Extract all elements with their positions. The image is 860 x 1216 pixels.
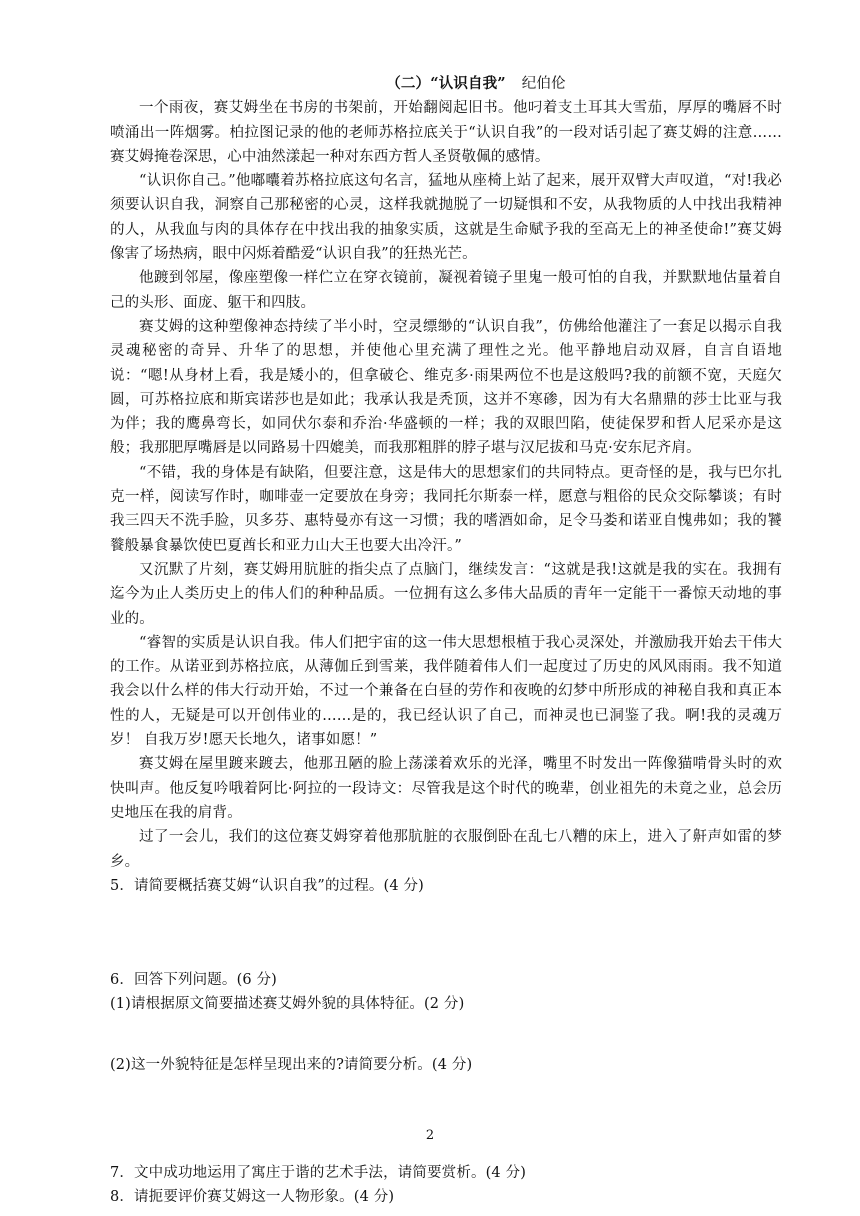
paragraph-3: 他踱到邻屋，像座塑像一样伫立在穿衣镜前，凝视着镜子里鬼一般可怕的自我，并默默地估量着自己的头形、面庞、躯干和四肢。 xyxy=(110,270,782,311)
paragraph-1: 一个雨夜，赛艾姆坐在书房的书架前，开始翻阅起旧书。他叼着支土耳其大雪茄，厚厚的嘴唇不时喷涌出一阵烟雾。柏拉图记录的他的老师苏格拉底关于“认识自我”的一段对话引起了赛艾姆的注意……赛艾姆掩卷深思，心中油然漾起一种对东西方哲人圣贤敬佩的感情。 xyxy=(110,100,782,165)
paragraph-8: 赛艾姆在屋里踱来踱去，他那丑陋的脸上荡漾着欢乐的光泽，嘴里不时发出一阵像猫啃骨头时的欢快叫声。他反复吟哦着阿比·阿拉的一段诗文：尽管我是这个时代的晚辈，创业祖先的未竟之业，总会历史地压在我的肩背。 xyxy=(110,756,782,821)
question-5: 5．请简要概括赛艾姆“认识自我”的过程。(4 分) xyxy=(110,877,424,894)
page-number: 2 xyxy=(425,1128,435,1143)
paragraph-9: 过了一会儿，我们的这位赛艾姆穿着他那肮脏的衣服倒卧在乱七八糟的床上，进入了鼾声如雷的梦乡。 xyxy=(110,829,782,870)
paragraph-7: “睿智的实质是认识自我。伟人们把宇宙的这一伟大思想根植于我心灵深处，并激励我开始去干伟大的工作。从诺亚到苏格拉底，从薄伽丘到雪莱，我伴随着伟人们一起度过了历史的风风雨雨。我不知道我会以什么样的伟大行动开始，不过一个兼备在白昼的劳作和夜晚的幻梦中所形成的神秘自我和真正本性的人，无疑是可以开创伟业的……是的，我已经认识了自己，而神灵也已洞鉴了我。啊!我的灵魂万岁！ 自我万岁!愿天长地久，诸事如愿！” xyxy=(110,634,782,749)
question-7: 7．文中成功地运用了寓庄于谐的艺术手法，请简要赏析。(4 分) xyxy=(110,1164,527,1181)
title-text: （二）“认识自我” xyxy=(386,75,506,92)
question-6-2: (2)这一外貌特征是怎样呈现出来的?请简要分析。(4 分) xyxy=(110,1056,473,1073)
paragraph-6: 又沉默了片刻，赛艾姆用肮脏的指尖点了点脑门，继续发言：“这就是我!这就是我的实在。我拥有迄今为止人类历史上的伟人们的种种品质。一位拥有这么多伟大品质的青年一定能干一番惊天动地的事业的。 xyxy=(110,561,782,627)
question-6: 6．回答下列问题。(6 分) xyxy=(110,972,277,989)
article-title xyxy=(170,72,782,96)
paragraph-5: “不错，我的身体是有缺陷，但要注意，这是伟大的思想家们的共同特点。更奇怪的是，我与巴尔扎克一样，阅读写作时，咖啡壶一定要放在身旁；我同托尔斯泰一样，愿意与粗俗的民众交际攀谈；有时我三四天不洗手脸，贝多芬、惠特曼亦有这一习惯；我的嗜酒如命，足令马娄和诺亚自愧弗如；我的饕餮般暴食暴饮使巴夏酋长和亚力山大王也要大出冷汗。” xyxy=(110,464,782,554)
answer-space-6-2 xyxy=(110,1077,782,1161)
answer-space-6-1 xyxy=(110,1017,782,1053)
question-6-1: (1)请根据原文简要描述赛艾姆外貌的具体特征。(2 分) xyxy=(110,996,465,1013)
document-page xyxy=(110,72,782,1210)
author-name: 纪伯伦 xyxy=(521,76,566,92)
paragraph-2: “认识你自己。”他嘟囔着苏格拉底这句名言，猛地从座椅上站了起来，展开双臂大声叹道，“对!我必须要认识自我，洞察自己那秘密的心灵，这样我就抛脱了一切疑惧和不安，从我物质的人中找出我精神的人，从我血与肉的具体存在中找出我的抽象实质，这就是生命赋予我的至高无上的神圣使命!”赛艾姆像害了场热病，眼中闪烁着酷爱“认识自我”的狂热光芒。 xyxy=(110,173,782,263)
paragraph-4: 赛艾姆的这种塑像神态持续了半小时，空灵缥缈的“认识自我”，仿佛给他灌注了一套足以揭示自我灵魂秘密的奇异、升华了的思想，并使他心里充满了理性之光。他平静地启动双唇，自言自语地说：“嗯!从身材上看，我是矮小的，但拿破仑、维克多·雨果两位不也是这般吗?我的前额不宽，天庭欠圆，可苏格拉底和斯宾诺莎也是如此；我承认我是秃顶，这并不寒碜，因为有大名鼎鼎的莎士比亚与我为伴；我的鹰鼻弯长，如同伏尔泰和乔治·华盛顿的一样；我的双眼凹陷，使徒保罗和哲人尼采亦是这般；我那肥厚嘴唇是以同路易十四媲美，而我那粗胖的脖子堪与汉尼拔和马克·安东尼齐肩。 xyxy=(110,318,782,457)
answer-space-5 xyxy=(110,898,782,968)
question-8: 8．请扼要评价赛艾姆这一人物形象。(4 分) xyxy=(110,1189,395,1206)
